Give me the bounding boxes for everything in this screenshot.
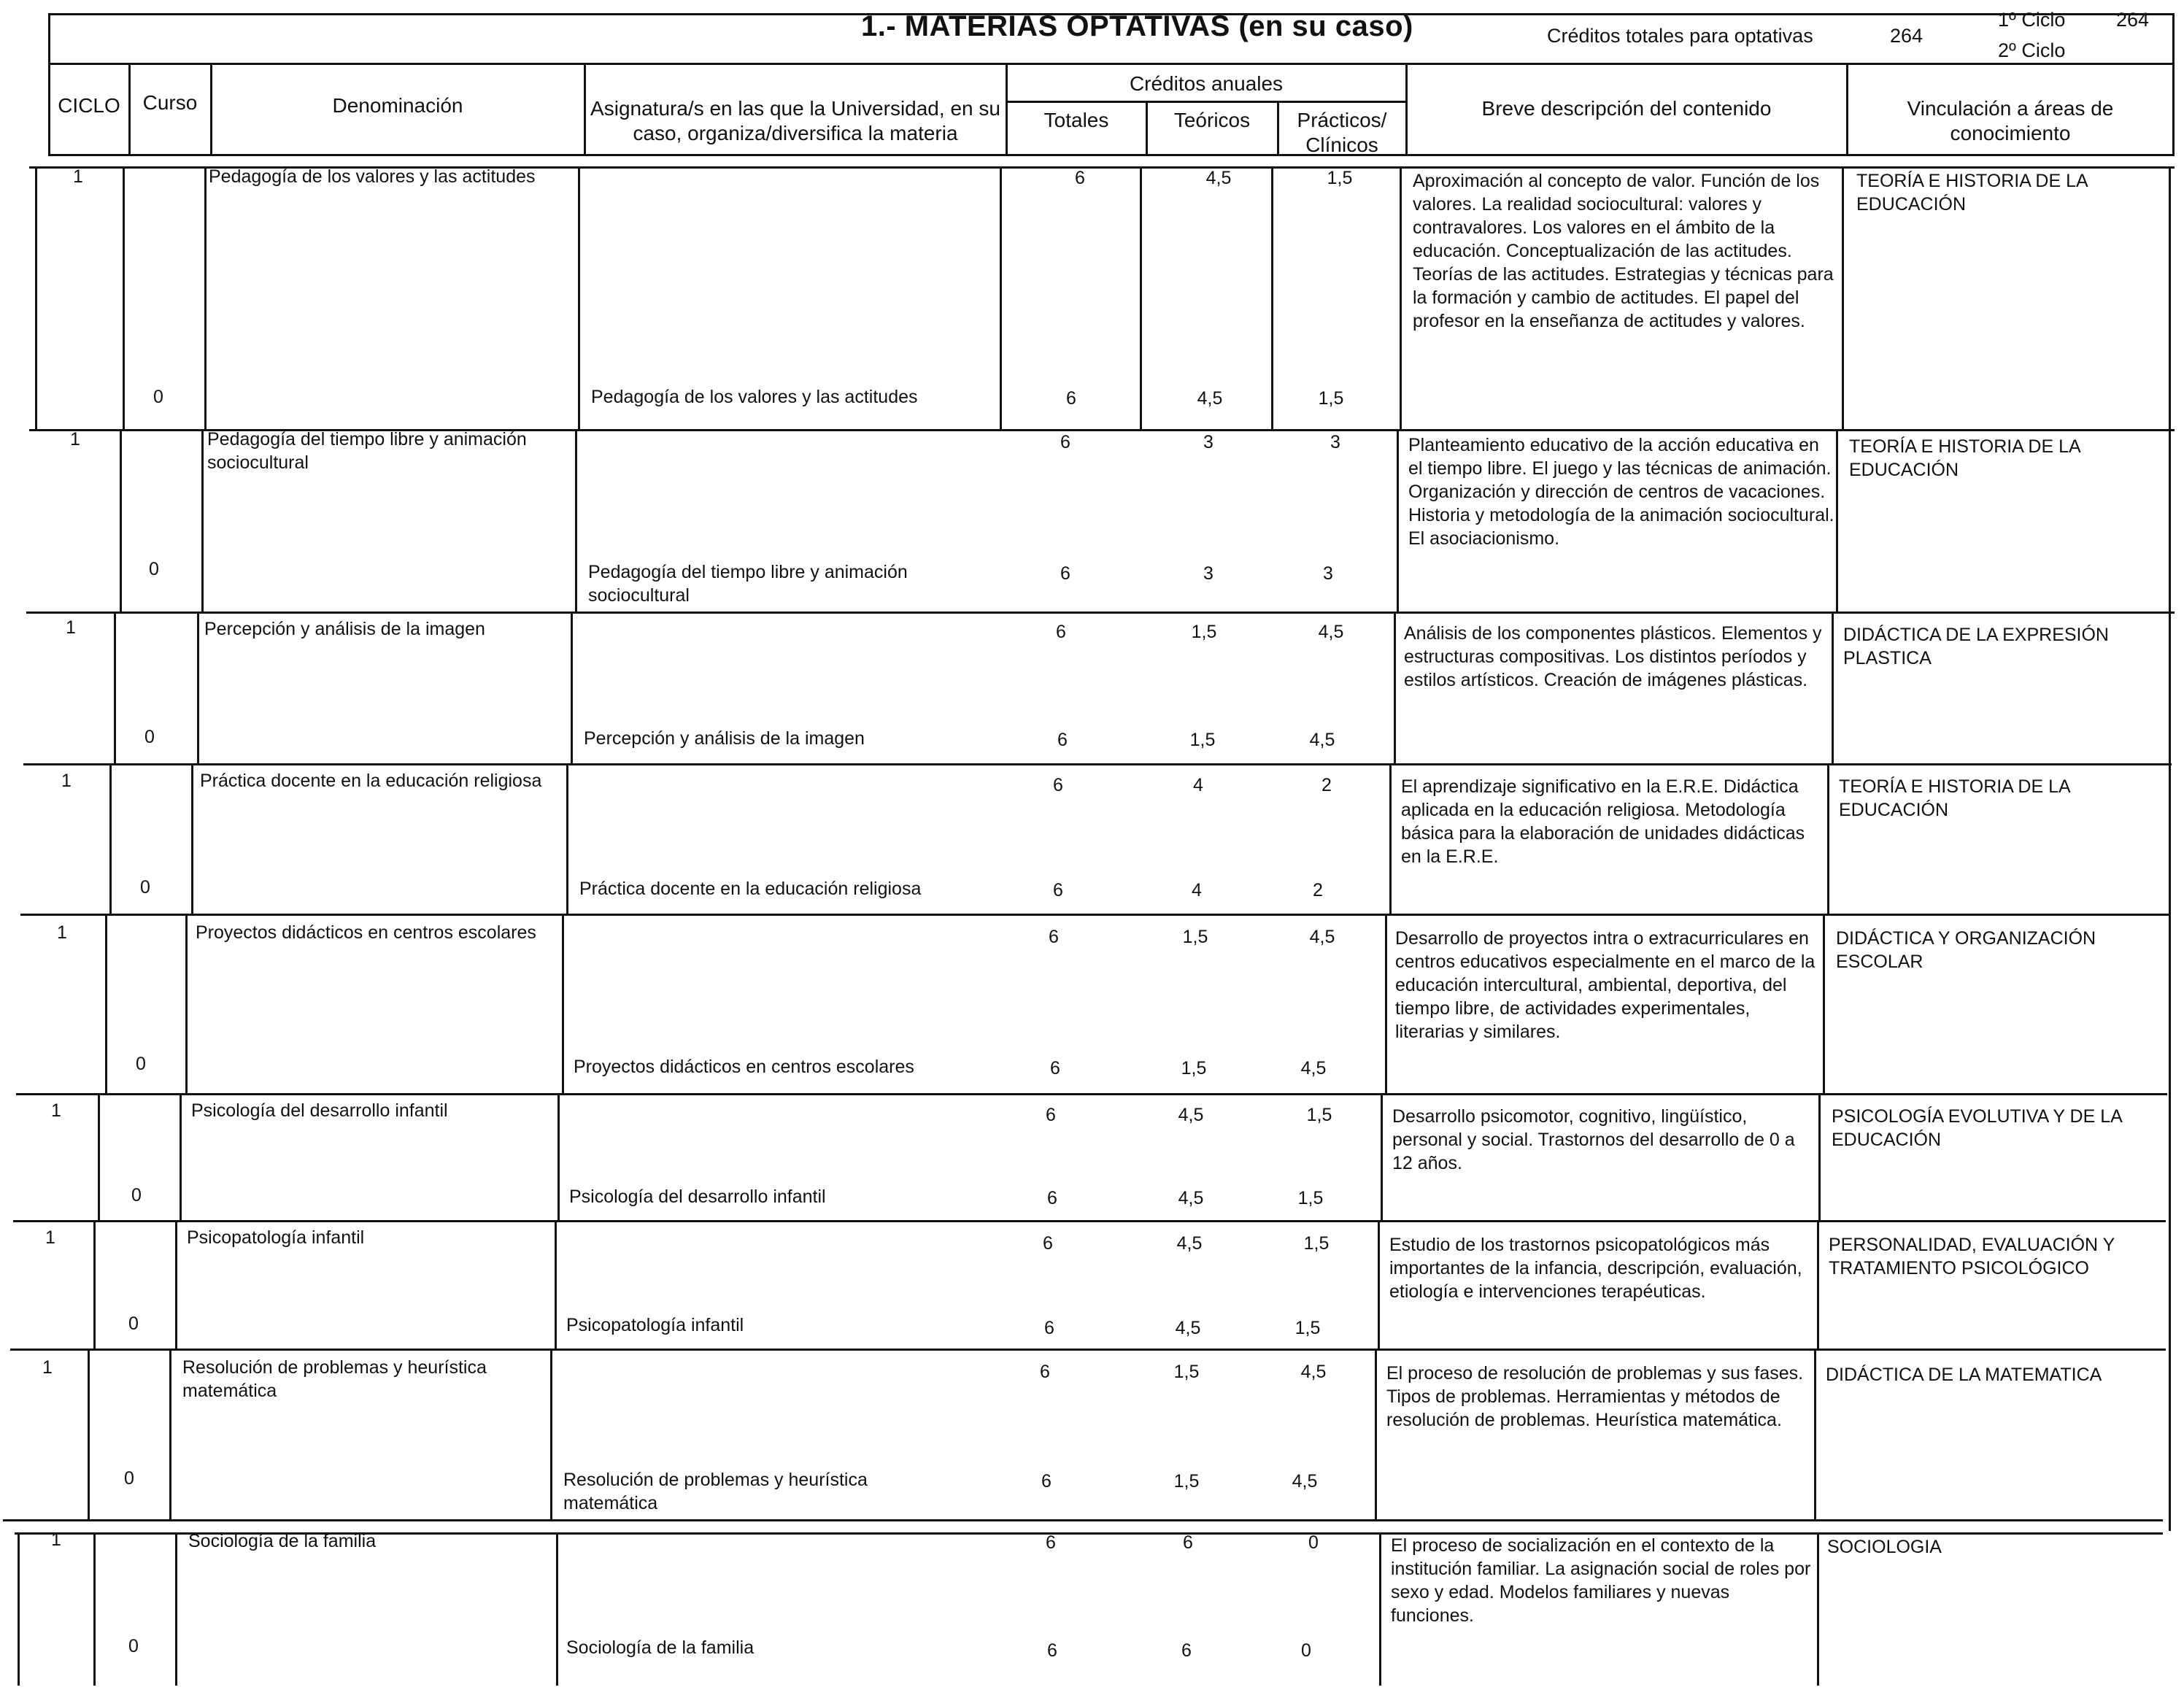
page-title: 1.- MATERIAS OPTATIVAS (en su caso) (861, 10, 1413, 42)
col-line (1827, 763, 1829, 914)
header-divider (1006, 101, 1405, 103)
denominacion: Práctica docente en la educación religiosa (200, 771, 542, 791)
practicos-value: 1,5 (1303, 1233, 1330, 1254)
row-divider (13, 1220, 2166, 1222)
col-line (1140, 166, 1142, 429)
col-line (1385, 914, 1387, 1093)
col-line (109, 763, 112, 914)
col-header-totales: Totales (1043, 109, 1109, 131)
totales-value: 6 (1066, 388, 1076, 409)
col-line (93, 1220, 96, 1348)
area-vinculacion: SOCIOLOGIA (1827, 1537, 1942, 1557)
col-line (1817, 1532, 1819, 1686)
col-line (562, 914, 564, 1093)
col-line (1381, 1093, 1383, 1220)
totales-value: 6 (1044, 1318, 1054, 1338)
col-line (1823, 914, 1825, 1093)
asignatura: Resolución de problemas y heurística matemática (563, 1470, 868, 1513)
totales-value: 6 (1057, 730, 1068, 750)
col-line (1000, 166, 1002, 429)
teoricos-value: 1,5 (1181, 1058, 1207, 1079)
col-header-curso: Curso (142, 91, 198, 114)
totales-value: 6 (1047, 1640, 1057, 1661)
curso-value: 0 (124, 1468, 134, 1489)
practicos-value: 0 (1308, 1532, 1319, 1553)
col-line (1814, 1348, 1816, 1519)
col-line (1400, 166, 1402, 429)
col-line (1818, 1093, 1821, 1220)
practicos-value: 0 (1301, 1640, 1311, 1661)
teoricos-value: 1,5 (1189, 730, 1216, 750)
teoricos-value: 3 (1203, 563, 1213, 584)
col-line (1394, 611, 1396, 763)
col-header-practicos: Prácticos/ Clínicos (1297, 109, 1387, 156)
col-line (555, 1220, 557, 1348)
col-line (575, 429, 577, 611)
teoricos-value: 4,5 (1205, 168, 1232, 188)
asignatura: Práctica docente en la educación religiosa (579, 879, 922, 899)
row-divider (26, 611, 2175, 614)
curso-value: 0 (149, 559, 159, 579)
row-divider (10, 1348, 2166, 1351)
totales-value: 6 (1056, 622, 1066, 642)
denominacion: Psicopatología infantil (187, 1227, 365, 1248)
col-line (204, 166, 207, 429)
practicos-value: 4,5 (1300, 1058, 1327, 1079)
col-line (169, 1348, 171, 1519)
totales-value: 6 (1047, 1188, 1057, 1208)
ciclo-value: 1 (73, 166, 83, 187)
row-divider (3, 1519, 2163, 1521)
ciclo-value: 1 (51, 1100, 61, 1121)
totales-value: 6 (1060, 432, 1070, 452)
totales-value: 6 (1046, 1105, 1056, 1125)
teoricos-value: 4 (1193, 775, 1203, 795)
totales-value: 6 (1041, 1471, 1052, 1492)
practicos-value: 1,5 (1318, 388, 1344, 409)
ciclo-value: 1 (70, 429, 80, 449)
practicos-value: 4,5 (1309, 927, 1335, 947)
col-line (556, 1532, 558, 1686)
col-line (557, 1093, 560, 1220)
col-header-creditos: Créditos anuales (1129, 72, 1284, 95)
teoricos-value: 3 (1203, 432, 1213, 452)
row-divider (20, 914, 2169, 916)
col-line (1379, 1532, 1381, 1686)
area-vinculacion: TEORÍA E HISTORIA DE LA EDUCACIÓN (1839, 776, 2070, 820)
teoricos-value: 1,5 (1191, 622, 1217, 642)
col-line (1842, 166, 1844, 429)
totales-value: 6 (1053, 775, 1063, 795)
teoricos-value: 4,5 (1176, 1233, 1203, 1254)
area-vinculacion: DIDÁCTICA Y ORGANIZACIÓN ESCOLAR (1836, 928, 2096, 972)
practicos-value: 4,5 (1309, 730, 1335, 750)
col-line (1832, 611, 1834, 763)
col-line (201, 429, 204, 611)
title-divider (48, 63, 2175, 65)
asignatura: Psicología del desarrollo infantil (569, 1187, 826, 1207)
teoricos-value: 4,5 (1178, 1105, 1204, 1125)
col-header-vinculacion: Vinculación a áreas de conocimiento (1907, 97, 2114, 144)
teoricos-value: 4,5 (1197, 388, 1223, 409)
col-header-denominacion: Denominación (332, 94, 463, 117)
credits-value: 264 (1890, 25, 1923, 47)
totales-value: 6 (1075, 168, 1085, 188)
description: El proceso de socialización en el contexto de la institución familiar. La asignación social de roles por sexo y edad. Modelos familiares y nuevas funciones. (1391, 1535, 1811, 1626)
curso-value: 0 (153, 387, 163, 407)
teoricos-value: 4,5 (1178, 1188, 1204, 1208)
col-line (105, 914, 107, 1093)
description: El proceso de resolución de problemas y sus fases. Tipos de problemas. Herramientas y métodos de resolución de problemas. Heurística matemática. (1386, 1363, 1804, 1430)
col-header-ciclo: CICLO (58, 94, 120, 117)
row-divider (23, 763, 2172, 765)
ciclo-value: 1 (61, 771, 72, 791)
ciclo-value: 1 (66, 617, 76, 638)
col-line (1271, 166, 1273, 429)
col-line (93, 1532, 96, 1686)
col-line (578, 166, 580, 429)
practicos-value: 3 (1323, 563, 1333, 584)
col-line (114, 611, 116, 763)
description: Aproximación al concepto de valor. Función de los valores. La realidad sociocultural: valores y contravalores. Los valores en el ámbito de la educación. Conceptualización de las actitudes. Teorías de las actitudes. Estrategias y técnicas para la formación y cambio de actitudes. El papel del profesor en la enseñanza de actitudes y valores. (1413, 171, 1834, 331)
practicos-value: 4,5 (1318, 622, 1344, 642)
col-header-descripcion: Breve descripción del contenido (1481, 97, 1772, 120)
totales-value: 6 (1046, 1532, 1056, 1553)
col-line (35, 166, 37, 429)
area-vinculacion: PSICOLOGÍA EVOLUTIVA Y DE LA EDUCACIÓN (1832, 1106, 2122, 1150)
denominacion: Resolución de problemas y heurística matemática (182, 1357, 487, 1401)
area-vinculacion: PERSONALIDAD, EVALUACIÓN Y TRATAMIENTO PSICOLÓGICO (1829, 1235, 2115, 1278)
col-line (123, 166, 125, 429)
totales-value: 6 (1050, 1058, 1060, 1079)
col-line (1817, 1220, 1819, 1348)
practicos-value: 1,5 (1306, 1105, 1332, 1125)
credits-label: Créditos totales para optativas (1547, 25, 1813, 47)
curso-value: 0 (131, 1185, 142, 1205)
teoricos-value: 6 (1181, 1640, 1192, 1661)
row-divider (16, 1093, 2167, 1095)
area-vinculacion: TEORÍA E HISTORIA DE LA EDUCACIÓN (1849, 436, 2080, 480)
curso-value: 0 (128, 1636, 139, 1656)
col-line (18, 1532, 20, 1686)
totales-value: 6 (1049, 927, 1059, 947)
teoricos-value: 1,5 (1173, 1362, 1200, 1382)
asignatura: Proyectos didácticos en centros escolares (574, 1057, 914, 1077)
area-vinculacion: TEORÍA E HISTORIA DE LA EDUCACIÓN (1856, 171, 2088, 215)
description: El aprendizaje significativo en la E.R.E. Didáctica aplicada en la educación religiosa. Metodología básica para la elaboración de unidades didácticas en la E.R.E. (1401, 776, 1805, 867)
col-line (120, 429, 122, 611)
curso-value: 0 (140, 877, 150, 898)
col-line (175, 1532, 177, 1686)
teoricos-value: 1,5 (1173, 1471, 1200, 1492)
asignatura: Sociología de la familia (566, 1637, 755, 1658)
practicos-value: 3 (1330, 432, 1340, 452)
teoricos-value: 4 (1192, 880, 1202, 900)
curso-value: 0 (144, 727, 155, 747)
description: Estudio de los trastornos psicopatológicos más importantes de la infancia, descripción, evaluación, etiología e intervenciones terapéuticas. (1389, 1235, 1802, 1302)
totales-value: 6 (1043, 1233, 1053, 1254)
practicos-value: 1,5 (1294, 1318, 1321, 1338)
totales-value: 6 (1040, 1362, 1050, 1382)
teoricos-value: 6 (1183, 1532, 1193, 1553)
denominacion: Percepción y análisis de la imagen (204, 619, 485, 639)
area-vinculacion: DIDÁCTICA DE LA MATEMATICA (1826, 1365, 2102, 1385)
practicos-value: 4,5 (1292, 1471, 1318, 1492)
description: Planteamiento educativo de la acción educativa en el tiempo libre. El juego y las técnicas de animación. Organización y dirección de centros de vacaciones. Historia y metodología de la animación sociocultural. El asociacionismo. (1408, 435, 1834, 549)
col-line (1397, 429, 1399, 611)
denominacion: Psicología del desarrollo infantil (191, 1100, 448, 1121)
col-line (191, 763, 193, 914)
totales-value: 6 (1053, 880, 1063, 900)
denominacion: Pedagogía de los valores y las actitudes (209, 166, 536, 187)
second-cycle-label: 2º Ciclo (1998, 39, 2066, 61)
area-vinculacion: DIDÁCTICA DE LA EXPRESIÓN PLASTICA (1843, 625, 2109, 668)
practicos-value: 1,5 (1297, 1188, 1324, 1208)
col-header-asignatura: Asignatura/s en las que la Universidad, en su caso, organiza/diversifica la materia (590, 97, 1000, 144)
practicos-value: 4,5 (1300, 1362, 1327, 1382)
col-line (98, 1093, 100, 1220)
first-cycle-value: 264 (2116, 9, 2150, 31)
col-line (175, 1220, 177, 1348)
ciclo-value: 1 (57, 922, 67, 943)
description: Desarrollo de proyectos intra o extracurriculares en centros educativos especialmente en el marco de la educación intercultural, ambiental, deportiva, del tiempo libre, de actividades experimentales, literarias y similares. (1395, 928, 1816, 1042)
col-line (88, 1348, 90, 1519)
asignatura: Psicopatología infantil (566, 1315, 744, 1335)
denominacion: Proyectos didácticos en centros escolares (196, 922, 536, 943)
description: Desarrollo psicomotor, cognitivo, lingüístico, personal y social. Trastornos del desarrollo de 0 a 12 años. (1392, 1106, 1795, 1173)
curso-value: 0 (136, 1054, 146, 1074)
col-line (180, 1093, 182, 1220)
asignatura: Pedagogía del tiempo libre y animación sociocultural (588, 562, 908, 606)
ciclo-value: 1 (42, 1357, 53, 1378)
asignatura: Pedagogía de los valores y las actitudes (591, 387, 918, 407)
denominacion: Sociología de la familia (188, 1531, 377, 1551)
col-line (2169, 166, 2171, 1531)
col-header-teoricos: Teóricos (1173, 109, 1251, 131)
col-line (1375, 1348, 1377, 1519)
totales-value: 6 (1060, 563, 1070, 584)
col-line (185, 914, 188, 1093)
teoricos-value: 1,5 (1182, 927, 1208, 947)
practicos-value: 2 (1313, 880, 1323, 900)
col-line (550, 1348, 552, 1519)
ciclo-value: 1 (45, 1227, 55, 1248)
col-line (1389, 763, 1392, 914)
description: Análisis de los componentes plásticos. Elementos y estructuras compositivas. Los distintos períodos y estilos artísticos. Creación de imágenes plásticas. (1404, 623, 1822, 690)
col-line (1836, 429, 1838, 611)
col-line (571, 611, 573, 763)
ciclo-value: 1 (51, 1529, 61, 1550)
asignatura: Percepción y análisis de la imagen (584, 728, 865, 749)
col-line (566, 763, 568, 914)
denominacion: Pedagogía del tiempo libre y animación sociocultural (207, 429, 527, 473)
col-line (197, 611, 199, 763)
curso-value: 0 (128, 1313, 139, 1334)
first-cycle-label: 1º Ciclo (1998, 9, 2066, 31)
col-line (1378, 1220, 1380, 1348)
teoricos-value: 4,5 (1175, 1318, 1201, 1338)
practicos-value: 2 (1321, 775, 1332, 795)
practicos-value: 1,5 (1327, 168, 1353, 188)
